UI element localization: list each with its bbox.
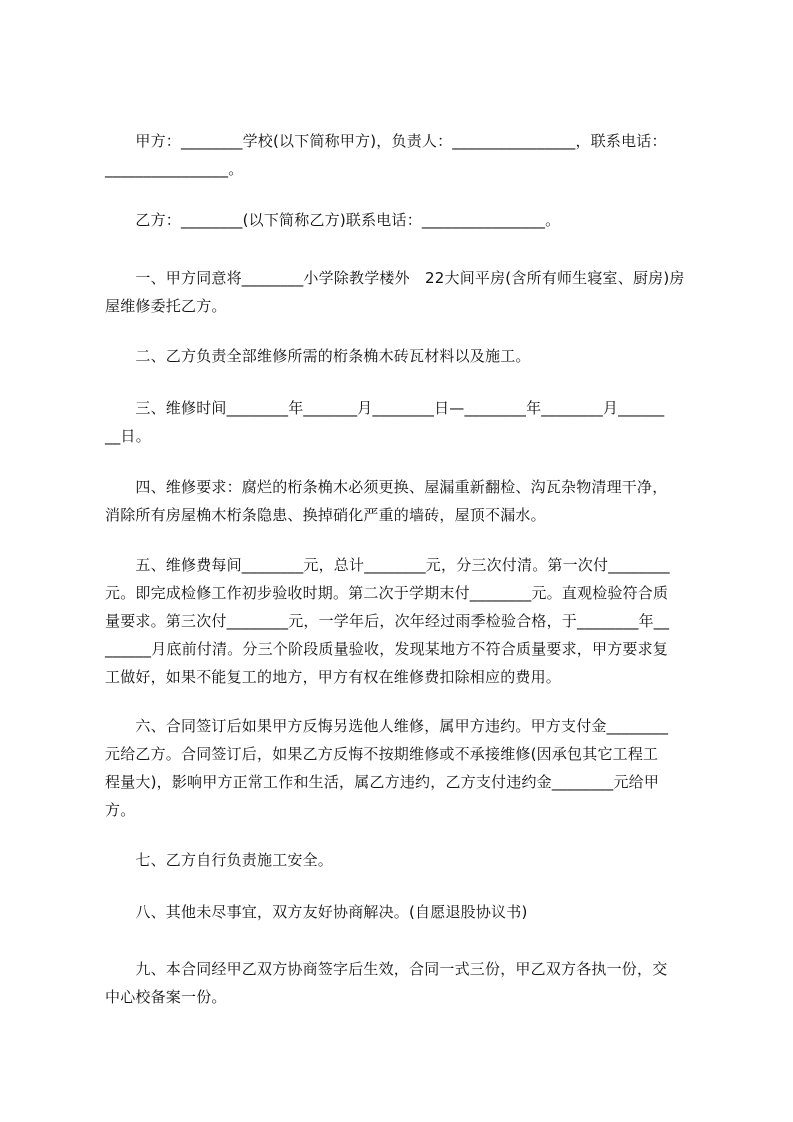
clause-5-line-1: 五、维修费每间________元，总计________元，分三次付清。第一次付________ xyxy=(105,556,670,574)
clause-7-paragraph xyxy=(105,846,705,874)
clause-1-paragraph xyxy=(105,264,705,320)
clause-6-line-3: 程量大)，影响甲方正常工作和生活，属乙方违约，乙方支付违约金________元给甲 xyxy=(105,773,660,791)
party-a-line-2: ________________。 xyxy=(105,160,244,178)
clause-8-line-1: 八、其他未尽事宜，双方友好协商解决。(自愿退股协议书) xyxy=(105,903,528,921)
party-b-line-1: 乙方：________(以下简称乙方)联系电话：________________。 xyxy=(105,211,561,229)
clause-4-paragraph xyxy=(105,473,705,529)
clause-6-line-1: 六、合同签订后如果甲方反悔另选他人维修，属甲方违约。甲方支付金________ xyxy=(105,717,669,735)
clause-5-line-3: 量要求。第三次付________元，一学年后，次年经过雨季检验合格，于________年__ xyxy=(105,612,670,630)
clause-5-line-4: ______月底前付清。分三个阶段质量验收，发现某地方不符合质量要求，甲方要求复 xyxy=(105,640,669,658)
clause-6-line-4: 方。 xyxy=(105,801,136,819)
clause-6-line-2: 元给乙方。合同签订后，如果乙方反悔不按期维修或不承接维修(因承包其它工程工 xyxy=(105,745,659,763)
clause-3-line-2: __日。 xyxy=(105,427,151,445)
clause-1-line-2: 屋维修委托乙方。 xyxy=(105,297,227,315)
clause-4-line-2: 消除所有房屋桷木桁条隐患、换掉硝化严重的墙砖，屋顶不漏水。 xyxy=(105,506,546,524)
clause-3-paragraph xyxy=(105,394,705,450)
party-b-paragraph xyxy=(105,206,705,234)
clause-4-line-1: 四、维修要求：腐烂的桁条桷木必须更换、屋漏重新翻检、沟瓦杂物清理干净， xyxy=(105,478,668,496)
clause-5-line-2: 元。即完成检修工作初步验收时期。第二次于学期末付________元。直观检验符合质 xyxy=(105,584,669,602)
clause-5-line-5: 工做好，如果不能复工的地方，甲方有权在维修费扣除相应的费用。 xyxy=(105,668,562,686)
clause-2-line-1: 二、乙方负责全部维修所需的桁条桷木砖瓦材料以及施工。 xyxy=(105,347,531,365)
clause-1-line-1: 一、甲方同意将________小学除教学楼外 22大间平房(含所有师生寝室、厨房)房 xyxy=(105,269,685,287)
clause-8-paragraph xyxy=(105,898,705,926)
clause-9-paragraph xyxy=(105,955,705,1011)
clause-3-line-1: 三、维修时间________年_______月________日—________年________月______ xyxy=(105,399,665,417)
clause-7-line-1: 七、乙方自行负责施工安全。 xyxy=(105,851,334,869)
clause-9-line-2: 中心校备案一份。 xyxy=(105,988,227,1006)
party-a-line-1: 甲方：________学校(以下简称甲方)，负责人：________________，联系电话： xyxy=(105,132,667,150)
clause-9-line-1: 九、本合同经甲乙双方协商签字后生效，合同一式三份，甲乙双方各执一份，交 xyxy=(105,960,668,978)
party-a-paragraph xyxy=(105,127,705,183)
clause-6-paragraph xyxy=(105,712,705,824)
clause-2-paragraph xyxy=(105,342,705,370)
clause-5-paragraph xyxy=(105,551,705,691)
